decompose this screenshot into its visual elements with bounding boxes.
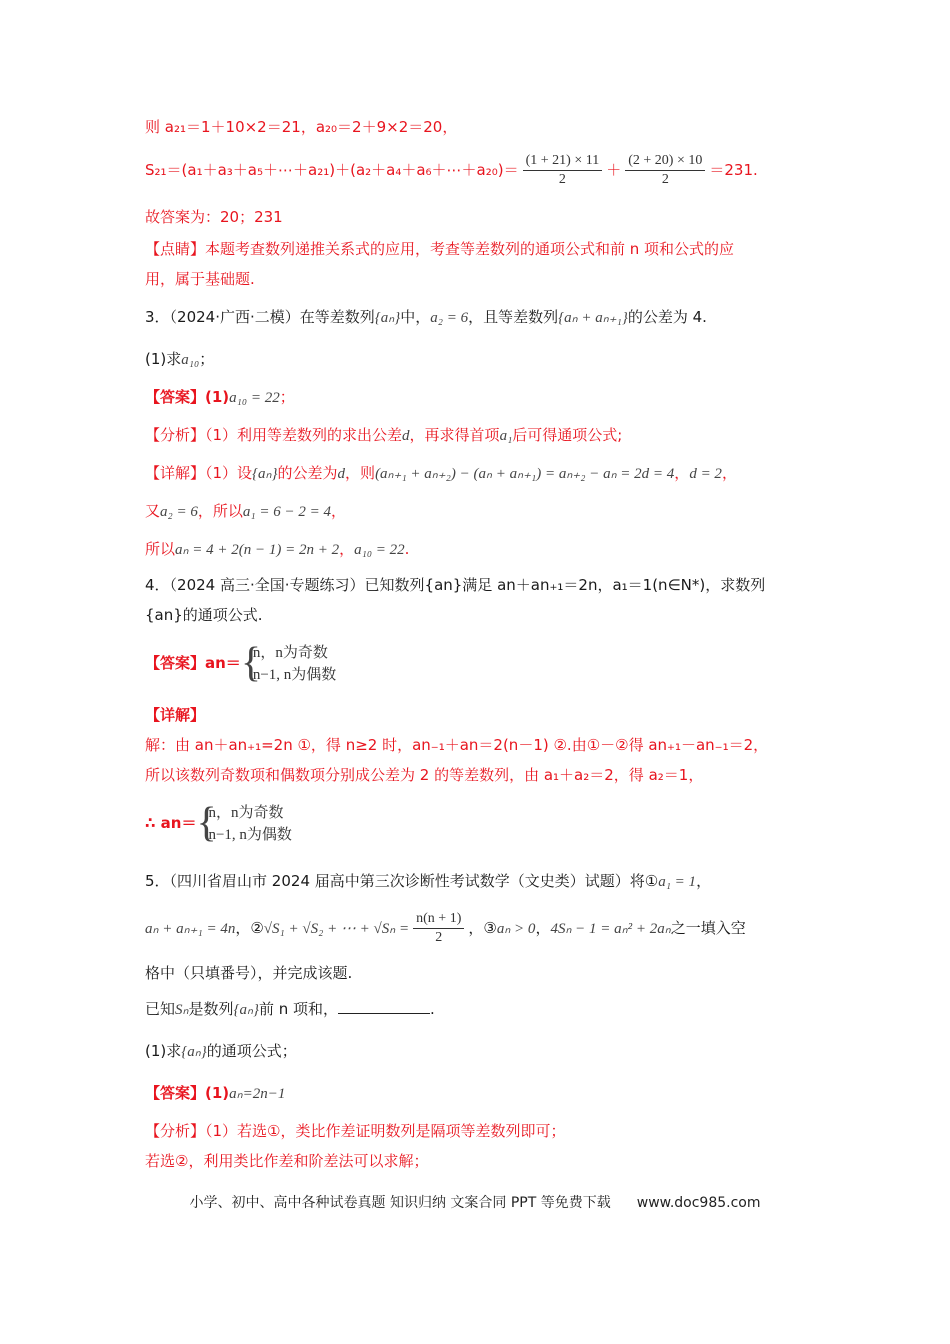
question-4-line-2: {an}的通项公式. [145, 606, 263, 624]
question-4-line-1: 4．（2024 高三·全国·专题练习）已知数列{an}满足 an＋an₊₁＝2n，a₁＝1(n∈N*)，求数列 [145, 576, 766, 594]
answer-4: 【答案】an＝ { n，n为奇数 n−1, n为偶数 [145, 639, 337, 686]
detail-4-heading: 【详解】 [145, 706, 206, 724]
question-5-line-4: 已知Sₙ是数列{aₙ}前 n 项和， . [145, 1000, 435, 1018]
detail-3-line-3: 所以aₙ = 4 + 2(n − 1) = 2n + 2，a₁₀ = 22. [145, 540, 410, 558]
piecewise-cases: { n，n为奇数 n−1, n为偶数 [196, 799, 292, 846]
line-comment-1: 【点睛】本题考查数列递推关系式的应用，考查等差数列的通项公式和前 n 项和公式的应 [145, 240, 735, 258]
question-5-line-3: 格中（只填番号），并完成该题. [145, 964, 353, 982]
footer-text: 小学、初中、高中各种试卷真题 知识归纳 文案合同 PPT 等免费下载 [189, 1195, 611, 1211]
analysis-5-line-2: 若选②，利用类比作差和阶差法可以求解； [145, 1152, 429, 1170]
detail-4-line-1: 解：由 an＋an₊₁=2n ①，得 n≥2 时，an₋₁＋an＝2(n－1) ②.由①－②得 an₊₁－an₋₁＝2， [145, 736, 769, 754]
text: S₂₁＝(a₁＋a₃＋a₅＋⋯＋a₂₁)＋(a₂＋a₄＋a₆＋⋯＋a₂₀)＝ [145, 161, 519, 179]
fraction-1: $\frac{(1 + 21) \times 11}{2}$ [523, 152, 603, 189]
answer-5: 【答案】(1)aₙ=2n−1 [145, 1084, 286, 1102]
detail-3-line-2: 又a₂ = 6，所以a₁ = 6 − 2 = 4， [145, 502, 346, 520]
question-5-part-1: (1)求{aₙ}的通项公式； [145, 1042, 297, 1060]
page-footer [0, 1192, 950, 1212]
question-5-line-2: aₙ + aₙ₊₁ = 4n，②√S₁ + √S₂ + ⋯ + √Sₙ = $\frac{n(n + 1)}{2}$ ，③aₙ > 0，4Sₙ − 1 = aₙ² + 2aₙ之一填入空 [145, 911, 746, 945]
answer-3: 【答案】(1)a₁₀ = 22； [145, 388, 295, 406]
fraction-n-n1: $\frac{n(n + 1)}{2}$ [413, 910, 464, 947]
line-comment-2: 用，属于基础题. [145, 270, 255, 288]
question-3: 3．（2024·广西·二模）在等差数列{aₙ}中，a₂ = 6，且等差数列{aₙ + aₙ₊₁}的公差为 4. [145, 308, 707, 326]
detail-3-line-1: 【详解】（1）设{aₙ}的公差为d，则(aₙ₊₁ + aₙ₊₂) − (aₙ + aₙ₊₁) = aₙ₊₂ − aₙ = 2d = 4，d = 2， [145, 464, 737, 482]
analysis-3: 【分析】（1）利用等差数列的求出公差d，再求得首项a₁后可得通项公式; [145, 426, 623, 444]
line-answer-20-231: 故答案为：20；231 [145, 208, 283, 226]
analysis-5-line-1: 【分析】（1）若选①，类比作差证明数列是隔项等差数列即可； [145, 1122, 566, 1140]
fill-in-blank[interactable] [338, 999, 430, 1014]
line-a21-a20 [145, 116, 457, 138]
detail-4-line-2: 所以该数列奇数项和偶数项分别成公差为 2 的等差数列，由 a₁＋a₂＝2，得 a₂＝1， [145, 766, 704, 784]
detail-4-result: ∴ an＝ { n，n为奇数 n−1, n为偶数 [145, 799, 292, 846]
footer-link[interactable]: www.doc985.com [636, 1195, 761, 1211]
question-5-line-1: 5．（四川省眉山市 2024 届高中第三次诊断性考试数学（文史类）试题）将①a₁ = 1， [145, 872, 712, 890]
fraction-2: $\frac{(2 + 20) \times 10}{2}$ [625, 152, 705, 189]
text: 则 a₂₁＝1＋10×2＝21，a₂₀＝2＋9×2＝20， [145, 118, 458, 136]
question-3-part-1: (1)求a₁₀； [145, 350, 215, 368]
line-s21: S₂₁＝(a₁＋a₃＋a₅＋⋯＋a₂₁)＋(a₂＋a₄＋a₆＋⋯＋a₂₀)＝ $\frac{(1 + 21) \times 11}{2}$ ＋ $\frac{(2 + 20) \times 10}{2}$ ＝231. [145, 153, 758, 187]
piecewise-cases: { n，n为奇数 n−1, n为偶数 [240, 639, 337, 686]
